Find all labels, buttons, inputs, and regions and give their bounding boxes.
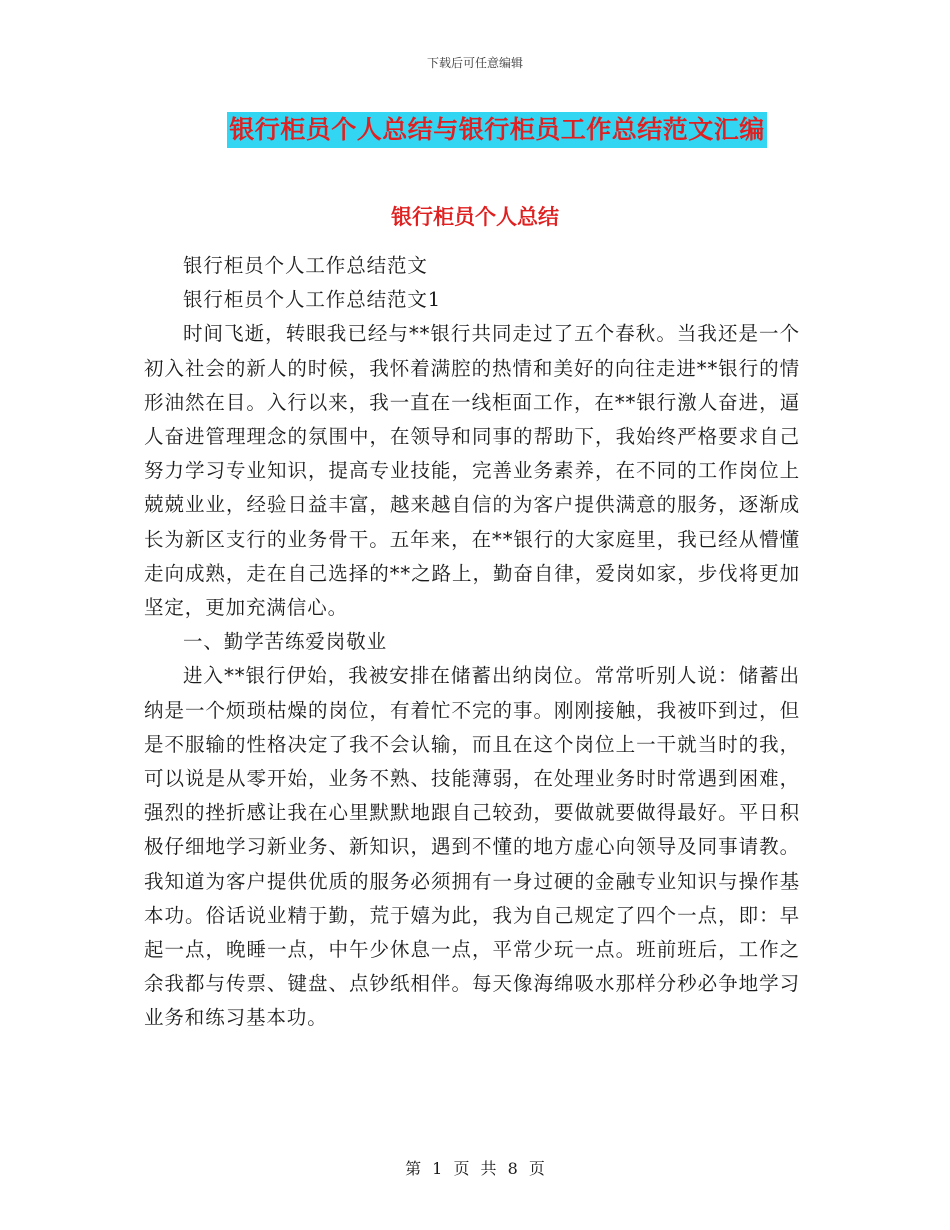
paragraph-subtitle: 银行柜员个人工作总结范文	[183, 254, 428, 277]
document-body	[144, 249, 800, 1036]
paragraph-heading-1: 一、勤学苦练爱岗敬业	[183, 630, 388, 654]
header-note: 下载后可任意编辑	[426, 56, 523, 70]
page-number: 第 1 页 共 8 页	[405, 1159, 545, 1178]
section-title: 银行柜员个人总结	[391, 204, 559, 229]
document-title	[0, 112, 950, 148]
paragraph-body-1: 进入**银行伊始，我被安排在储蓄出纳岗位。常常听别人说：储蓄出纳是一个烦琐枯燥的岗位，有着忙不完的事。刚刚接触，我被吓到过，但是不服输的性格决定了我不会认输，而且在这个岗位上一干就当时的我，可以说是从零开始，业务不熟、技能薄弱，在处理业务时时常遇到困难，强烈的挫折感让我在心里默默地跟自己较劲，要做就要做得最好。平日积极仔细地学习新业务、新知识，遇到不懂的地方虚心向领导及同事请教。我知道为客户提供优质的服务必须拥有一身过硬的金融专业知识与操作基本功。俗话说业精于勤，荒于嬉为此，我为自己规定了四个一点，即：早起一点，晚睡一点，中午少休息一点，平常少玩一点。班前班后，工作之余我都与传票、键盘、点钞纸相伴。每天像海绵吸水那样分秒必争地学习业务和练习基本功。	[144, 664, 800, 1030]
document-title-text: 银行柜员个人总结与银行柜员工作总结范文汇编	[227, 112, 767, 148]
paragraph-subtitle-numbered: 银行柜员个人工作总结范文1	[183, 288, 442, 312]
paragraph-intro: 时间飞逝，转眼我已经与**银行共同走过了五个春秋。当我还是一个初入社会的新人的时候，我怀着满腔的热情和美好的向往走进**银行的情形油然在目。入行以来，我一直在一线柜面工作，在**银行激人奋进，逼人奋进管理理念的氛围中，在领导和同事的帮助下，我始终严格要求自己努力学习专业知识，提高专业技能，完善业务素养，在不同的工作岗位上兢兢业业，经验日益丰富，越来越自信的为客户提供满意的服务，逐渐成长为新区支行的业务骨干。五年来，在**银行的大家庭里，我已经从懵懂走向成熟，走在自己选择的**之路上，勤奋自律，爱岗如家，步伐将更加坚定，更加充满信心。	[144, 322, 800, 620]
